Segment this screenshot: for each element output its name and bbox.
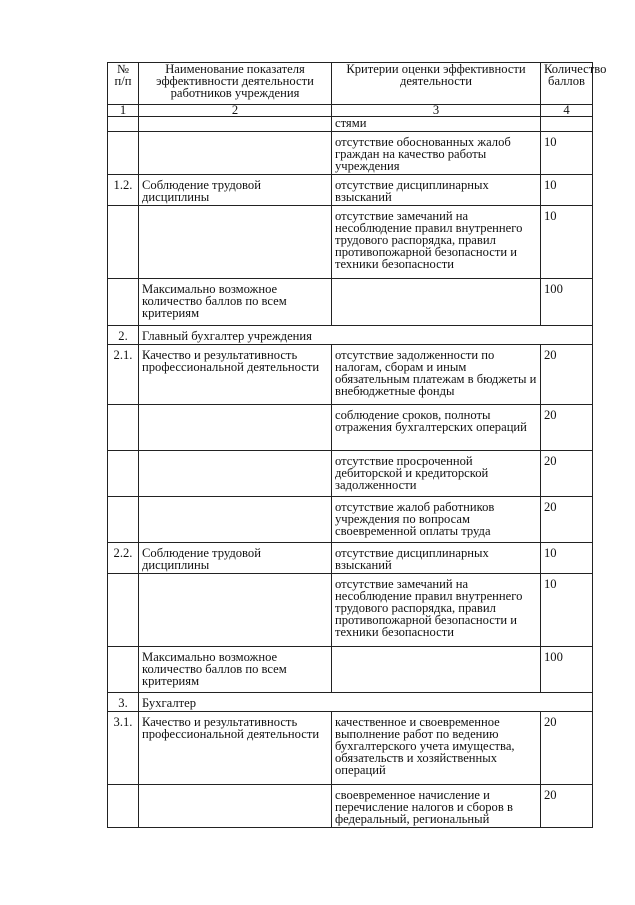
points-value: 100	[541, 279, 593, 326]
row-number	[108, 451, 139, 497]
indicator-name	[139, 785, 332, 828]
criterion-text: отсутствие дисциплинарных взысканий	[332, 543, 541, 574]
criterion-text: отсутствие замечаний на несоблюдение правил внутреннего трудового распорядка, правил противопожарной безопасности и техники безопасности	[332, 206, 541, 279]
table-row	[108, 574, 593, 647]
points-value: 20	[541, 785, 593, 828]
points-value: 10	[541, 132, 593, 175]
row-number	[108, 132, 139, 175]
criterion-text	[332, 279, 541, 326]
criterion-text: отсутствие жалоб работников учреждения по вопросам своевременной оплаты труда	[332, 497, 541, 543]
header-col-indicator: Наименование показателя эффективности деятельности работников учреждения	[139, 63, 332, 105]
table-row	[108, 279, 593, 326]
row-number	[108, 785, 139, 828]
indicator-name: Качество и результативность профессиональной деятельности	[139, 345, 332, 405]
section-row	[108, 326, 593, 345]
criterion-text: своевременное начисление и перечисление налогов и сборов в федеральный, региональный	[332, 785, 541, 828]
indicator-name	[139, 117, 332, 132]
row-number: 3.1.	[108, 712, 139, 785]
section-row	[108, 693, 593, 712]
section-title: Бухгалтер	[139, 693, 593, 712]
criterion-text: отсутствие замечаний на несоблюдение правил внутреннего трудового распорядка, правил противопожарной безопасности и техники безопасности	[332, 574, 541, 647]
section-title: Главный бухгалтер учреждения	[139, 326, 593, 345]
section-number: 2.	[108, 326, 139, 345]
table-row	[108, 712, 593, 785]
criteria-table	[107, 62, 607, 828]
indicator-name	[139, 497, 332, 543]
indicator-name: Качество и результативность профессиональной деятельности	[139, 712, 332, 785]
header-col-number: № п/п	[108, 63, 139, 105]
table-row	[108, 451, 593, 497]
row-number: 1.2.	[108, 175, 139, 206]
points-value: 10	[541, 175, 593, 206]
row-number	[108, 279, 139, 326]
points-value: 100	[541, 647, 593, 693]
table-row	[108, 132, 593, 175]
indicator-name	[139, 132, 332, 175]
table-row	[108, 543, 593, 574]
indicator-name: Соблюдение трудовой дисциплины	[139, 543, 332, 574]
points-value: 20	[541, 497, 593, 543]
criterion-text: отсутствие обоснованных жалоб граждан на качество работы учреждения	[332, 132, 541, 175]
table-row	[108, 405, 593, 451]
criterion-text: отсутствие просроченной дебиторской и кредиторской задолженности	[332, 451, 541, 497]
criterion-text: соблюдение сроков, полноты отражения бухгалтерских операций	[332, 405, 541, 451]
table-row	[108, 785, 593, 828]
column-index: 3	[332, 105, 541, 117]
points-value	[541, 117, 593, 132]
points-value: 20	[541, 345, 593, 405]
column-index: 4	[541, 105, 593, 117]
indicator-name: Максимально возможное количество баллов по всем критериям	[139, 279, 332, 326]
row-number	[108, 574, 139, 647]
indicator-name	[139, 206, 332, 279]
indicator-name	[139, 451, 332, 497]
points-value: 10	[541, 543, 593, 574]
table-row	[108, 175, 593, 206]
section-number: 3.	[108, 693, 139, 712]
header-col-criteria: Критерии оценки эффективности деятельности	[332, 63, 541, 105]
indicator-name	[139, 405, 332, 451]
row-number	[108, 206, 139, 279]
criterion-text: отсутствие задолженности по налогам, сборам и иным обязательным платежам в бюджеты и внебюджетные фонды	[332, 345, 541, 405]
criterion-text: качественное и своевременное выполнение работ по ведению бухгалтерского учета имущества, обязательств и хозяйственных операций	[332, 712, 541, 785]
column-index: 2	[139, 105, 332, 117]
header-col-points: Количество баллов	[541, 63, 593, 105]
row-number	[108, 497, 139, 543]
table-row	[108, 117, 593, 132]
points-value: 20	[541, 712, 593, 785]
indicator-name: Соблюдение трудовой дисциплины	[139, 175, 332, 206]
criterion-text: стями	[332, 117, 541, 132]
points-value: 10	[541, 206, 593, 279]
points-value: 20	[541, 405, 593, 451]
criterion-text: отсутствие дисциплинарных взысканий	[332, 175, 541, 206]
row-number: 2.2.	[108, 543, 139, 574]
row-number	[108, 405, 139, 451]
table-row	[108, 497, 593, 543]
indicator-name	[139, 574, 332, 647]
column-index: 1	[108, 105, 139, 117]
row-number	[108, 117, 139, 132]
row-number: 2.1.	[108, 345, 139, 405]
row-number	[108, 647, 139, 693]
points-value: 20	[541, 451, 593, 497]
column-index-row	[108, 105, 593, 117]
table-row	[108, 345, 593, 405]
table-row	[108, 206, 593, 279]
table-header-row	[108, 63, 593, 105]
indicator-name: Максимально возможное количество баллов по всем критериям	[139, 647, 332, 693]
table-row	[108, 647, 593, 693]
points-value: 10	[541, 574, 593, 647]
criterion-text	[332, 647, 541, 693]
